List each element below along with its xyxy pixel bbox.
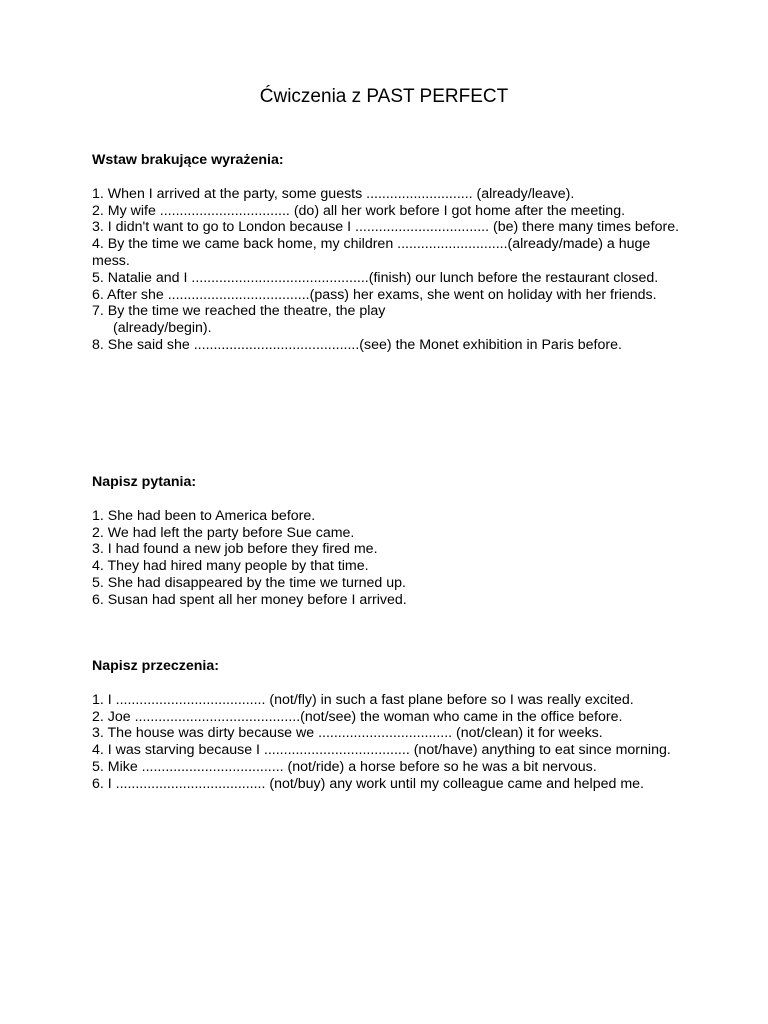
page-title: Ćwiczenia z PAST PERFECT bbox=[259, 86, 509, 107]
exercise-item: 2. Joe ..........................................(not/see) the woman who came in the office before. bbox=[92, 708, 623, 725]
exercise-item: 5. Natalie and I .............................................(finish) our lunch before the restaurant closed. bbox=[92, 269, 659, 286]
exercise-list bbox=[92, 186, 682, 354]
exercise-list bbox=[92, 692, 682, 793]
exercise-item: 1. When I arrived at the party, some guests ........................... (already/leave). bbox=[92, 185, 575, 202]
section-heading: Wstaw brakujące wyrażenia: bbox=[92, 152, 284, 168]
exercise-item: 1. I ...................................... (not/fly) in such a fast plane before so I was really excited. bbox=[92, 691, 634, 708]
exercise-item: 4. I was starving because I ..................................... (not/have) anything to eat since morning. bbox=[92, 742, 671, 759]
exercise-item: 6. After she ....................................(pass) her exams, she went on holiday with her friends. bbox=[92, 286, 657, 303]
exercise-item: 8. She said she ..........................................(see) the Monet exhibition in Paris before. bbox=[92, 336, 622, 353]
exercise-item: 4. By the time we came back home, my children ............................(already/made) a huge mess. bbox=[92, 236, 651, 269]
exercise-item: 3. The house was dirty because we .................................. (not/clean) it for weeks. bbox=[92, 725, 603, 742]
exercise-item: 1. She had been to America before. bbox=[92, 507, 316, 524]
exercise-item: 5. Mike .................................... (not/ride) a horse before so he was a bit nervous. bbox=[92, 758, 597, 775]
exercise-item: 3. I had found a new job before they fired me. bbox=[92, 541, 378, 558]
section-heading: Napisz przeczenia: bbox=[92, 658, 219, 674]
exercise-item-continuation: (already/begin). bbox=[113, 320, 212, 337]
exercise-item: 5. She had disappeared by the time we turned up. bbox=[92, 574, 406, 591]
exercise-item: 2. We had left the party before Sue came. bbox=[92, 524, 355, 541]
exercise-item: 2. My wife ................................. (do) all her work before I got home after the meeting. bbox=[92, 202, 626, 219]
exercise-item-text: 7. By the time we reached the theatre, the play bbox=[92, 303, 386, 320]
exercise-list bbox=[92, 508, 682, 609]
section-fill-in bbox=[92, 152, 682, 354]
section-heading: Napisz pytania: bbox=[92, 474, 197, 490]
exercise-item: 3. I didn't want to go to London because I .................................. (be) there many times before. bbox=[92, 219, 680, 236]
exercise-item: 4. They had hired many people by that time. bbox=[92, 558, 369, 575]
section-negatives bbox=[92, 658, 682, 793]
exercise-item: 6. I ...................................... (not/buy) any work until my colleague came and helped me. bbox=[92, 775, 644, 792]
exercise-item bbox=[92, 303, 682, 337]
exercise-item: 6. Susan had spent all her money before I arrived. bbox=[92, 591, 407, 608]
section-questions bbox=[92, 474, 682, 609]
